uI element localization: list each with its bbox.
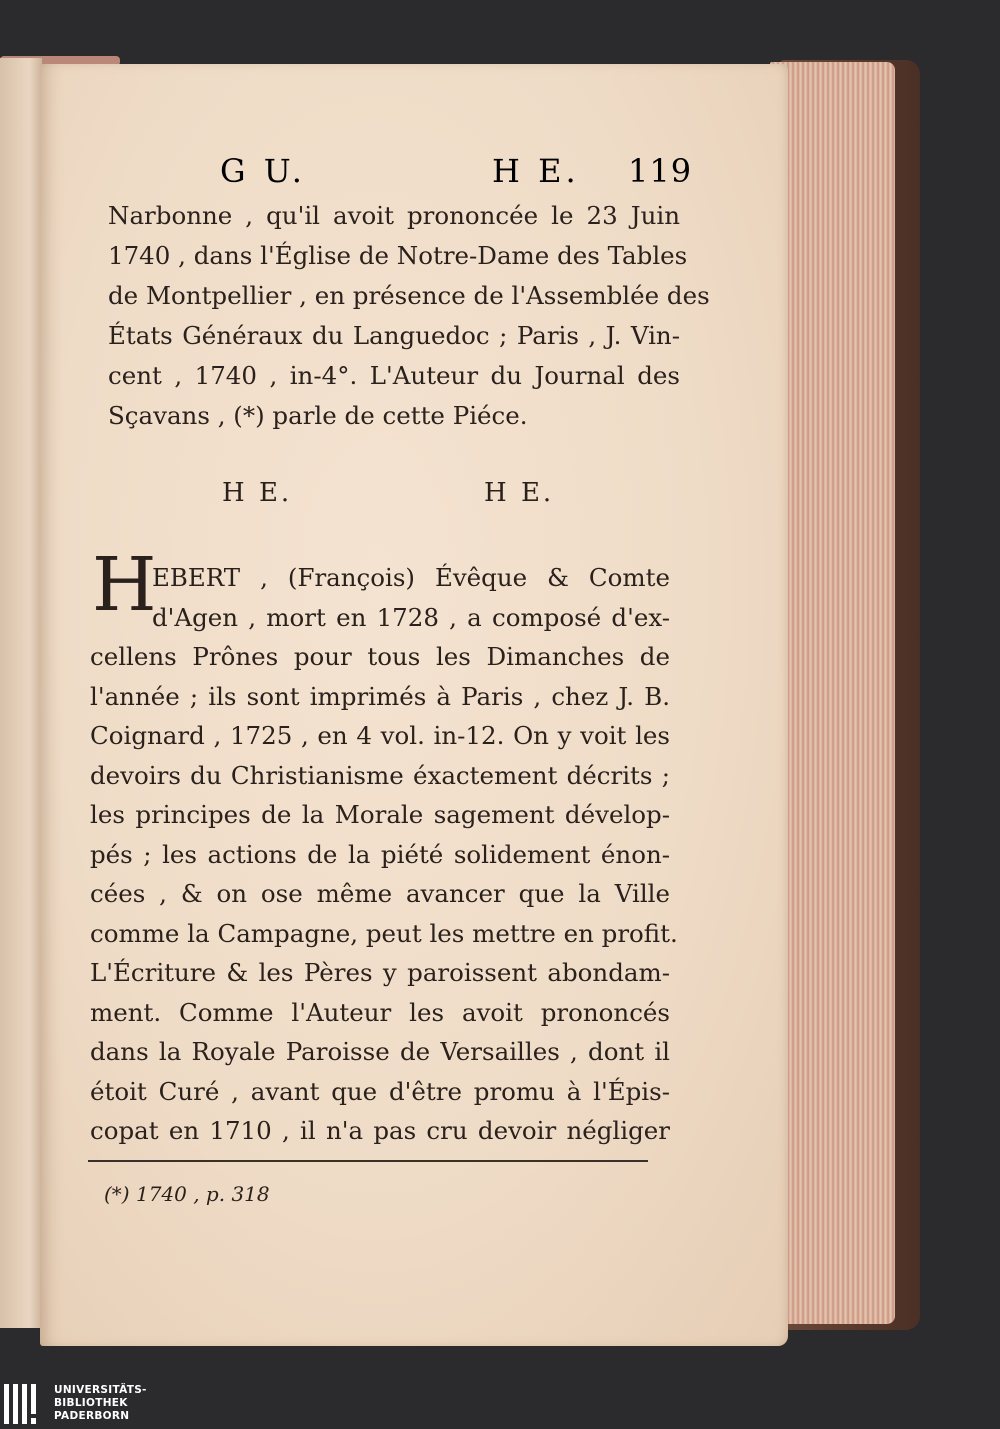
library-logo-text <box>54 1384 147 1423</box>
text-line: ment. Comme l'Auteur les avoit prononcés <box>90 997 670 1027</box>
text-line: les principes de la Morale sagement dévelop- <box>90 800 670 829</box>
footnote-rule <box>88 1160 648 1162</box>
text-line: États Généraux du Languedoc ; Paris , J. Vin- <box>108 321 680 350</box>
logo-line: PADERBORN <box>54 1410 130 1422</box>
text-line: comme la Campagne, peut les mettre en profit. <box>90 918 678 948</box>
logo-line: UNIVERSITÄTS- <box>54 1384 147 1396</box>
logo-line: BIBLIOTHEK <box>54 1397 128 1409</box>
running-head-right: H E. <box>492 152 580 190</box>
running-head-left: G U. <box>220 152 306 190</box>
running-head <box>220 152 693 196</box>
page-edges <box>770 62 895 1324</box>
text-line: Sçavans , (*) parle de cette Piéce. <box>108 401 528 430</box>
text-line: devoirs du Christianisme éxactement décrits ; <box>90 760 670 790</box>
text-line: Coignard , 1725 , en 4 vol. in-12. On y voit les <box>90 721 670 750</box>
library-logo-icon <box>4 1384 48 1424</box>
text-line: Narbonne , qu'il avoit prononcée le 23 Juin <box>108 201 680 230</box>
section-heading-right: H E. <box>484 478 555 508</box>
text-line: étoit Curé , avant que d'être promu à l'Épis- <box>90 1076 670 1106</box>
text-line: dans la Royale Paroisse de Versailles , dont il <box>90 1037 670 1066</box>
left-page <box>0 58 43 1328</box>
text-line: l'année ; ils sont imprimés à Paris , chez J. B. <box>90 681 670 711</box>
footnote: (*) 1740 , p. 318 <box>104 1182 270 1206</box>
text-line: cées , & on ose même avancer que la Ville <box>90 879 670 908</box>
drop-cap: H <box>92 542 157 628</box>
text-line: pés ; les actions de la piété solidement énon- <box>90 839 670 869</box>
page-number: 119 <box>628 152 693 190</box>
section-heading-left: H E. <box>222 478 293 508</box>
text-line: de Montpellier , en présence de l'Assemblée des <box>108 281 710 310</box>
text-line: cellens Prônes pour tous les Dimanches de <box>90 642 670 671</box>
text-line: copat en 1710 , il n'a pas cru devoir négliger <box>90 1116 670 1145</box>
text-line: L'Écriture & les Pères y paroissent abondam- <box>90 958 670 987</box>
text-line: 1740 , dans l'Église de Notre-Dame des Tables <box>108 241 688 270</box>
footer-bar <box>0 1380 1000 1429</box>
text-line: EBERT , (François) Évêque & Comte <box>152 563 670 592</box>
paragraph-continued <box>108 196 710 436</box>
paragraph-hebert <box>90 558 678 1151</box>
text-line: cent , 1740 , in-4°. L'Auteur du Journal des <box>108 361 680 390</box>
text-line: d'Agen , mort en 1728 , a composé d'ex- <box>152 602 670 632</box>
section-heading <box>222 478 562 518</box>
